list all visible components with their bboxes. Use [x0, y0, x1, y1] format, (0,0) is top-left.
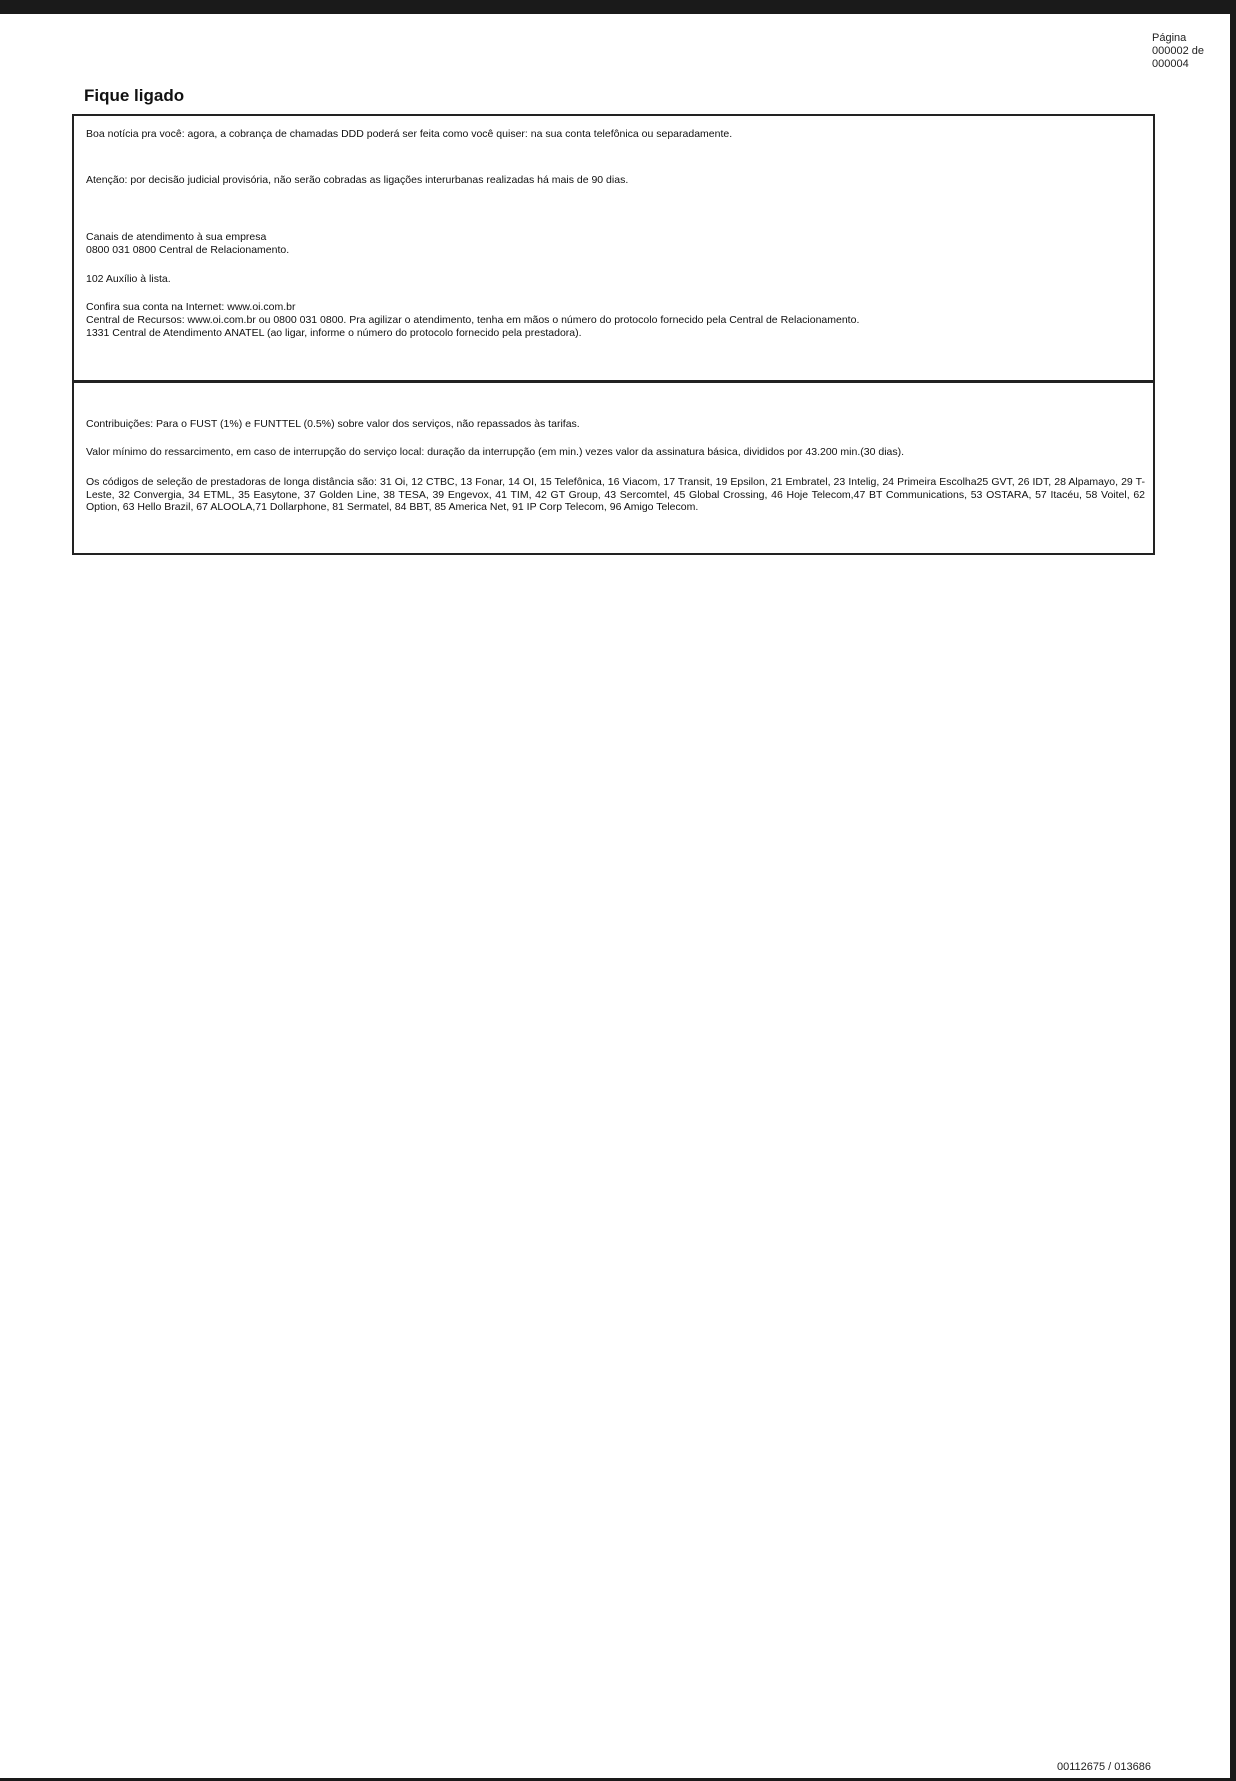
carrier-codes-text: Os códigos de seleção de prestadoras de longa distância são: 31 Oi, 12 CTBC, 13 Fonar, 14 OI, 15 Telefônica, 16 Viacom, 17 Transit, 19 Epsilon, 21 Embratel, 23 Intelig, 24 Primeira Escolha25 GVT, 26 IDT, 28 Alpamayo, 29 T-Leste, 32 Convergia, 34 ETML, 35 Easytone, 37 Golden Line, 38 TESA, 39 Engevox, 41 TIM, 42 GT Group, 43 Sercomtel, 45 Global Crossing, 46 Hoje Telecom,47 BT Communications, 53 OSTARA, 57 Itacéu, 58 Voitel, 62 Option, 63 Hello Brazil, 67 ALOOLA,71 Dollarphone, 81 Sermatel, 84 BBT, 85 America Net, 91 IP Corp Telecom, 96 Amigo Telecom.	[86, 476, 1145, 513]
ddd-notice-text: Boa notícia pra você: agora, a cobrança de chamadas DDD poderá ser feita como você quiser: na sua conta telefônica ou separadamente.	[86, 128, 733, 140]
resources-text: Central de Recursos: www.oi.com.br ou 0800 031 0800. Pra agilizar o atendimento, tenha em mãos o número do protocolo fornecido pela Central de Relacionamento.	[86, 314, 860, 326]
info-box-regulatory	[72, 381, 1155, 555]
anatel-text: 1331 Central de Atendimento ANATEL (ao ligar, informe o número do protocolo fornecido pela prestadora).	[86, 327, 582, 339]
warning-text: Atenção: por decisão judicial provisória, não serão cobradas as ligações interurbanas realizadas há mais de 90 dias.	[86, 174, 629, 186]
info-box-notices	[72, 114, 1155, 382]
scan-edge-top	[0, 0, 1236, 14]
page-code: 00112675 / 013686	[1057, 1761, 1151, 1773]
page-of: de	[1191, 45, 1205, 57]
directory-text: 102 Auxílio à lista.	[86, 273, 171, 285]
contributions-text: Contribuições: Para o FUST (1%) e FUNTTEL (0.5%) sobre valor dos serviços, não repassados às tarifas.	[86, 418, 580, 430]
page-total: 000004	[1152, 58, 1189, 70]
section-title: Fique ligado	[84, 86, 185, 105]
page-indicator	[1152, 32, 1212, 71]
internet-text: Confira sua conta na Internet: www.oi.com.br	[86, 301, 296, 313]
page-label: Página	[1152, 32, 1187, 44]
page-current: 000002	[1152, 45, 1189, 57]
scan-edge-right	[1230, 0, 1236, 1781]
refund-text: Valor mínimo do ressarcimento, em caso de interrupção do serviço local: duração da interrupção (em min.) vezes valor da assinatura básica, divididos por 43.200 min.(30 dias).	[86, 446, 905, 458]
channels-title: Canais de atendimento à sua empresa	[86, 231, 267, 243]
channels-phone: 0800 031 0800 Central de Relacionamento.	[86, 244, 290, 256]
